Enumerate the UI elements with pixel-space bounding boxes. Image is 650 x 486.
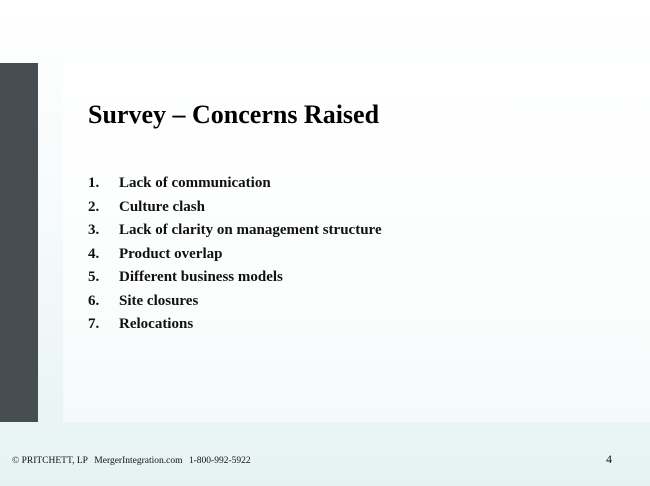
footer-copyright: © PRITCHETT, LP xyxy=(12,456,88,466)
slide-footer xyxy=(12,456,255,466)
list-item-text: Site closures xyxy=(119,292,199,309)
footer-website: MergerIntegration.com xyxy=(94,456,183,466)
list-item-text: Lack of communication xyxy=(119,175,271,191)
list-item xyxy=(88,243,382,267)
list-item-text: Different business models xyxy=(119,269,283,285)
list-item xyxy=(88,196,382,220)
list-item-text: Product overlap xyxy=(119,245,223,262)
list-item-number: 7. xyxy=(88,316,100,332)
concerns-list xyxy=(88,172,382,337)
page-number: 4 xyxy=(606,452,612,466)
list-item-number: 5. xyxy=(88,269,100,285)
list-item xyxy=(88,290,382,314)
footer-phone: 1-800-992-5922 xyxy=(188,456,251,466)
list-item xyxy=(88,172,382,196)
list-item-number: 3. xyxy=(88,222,100,238)
list-item-number: 1. xyxy=(88,175,100,191)
list-item-text: Lack of clarity on management structure xyxy=(119,222,382,238)
list-item xyxy=(88,219,382,243)
side-accent-bar xyxy=(0,63,38,422)
list-item-number: 4. xyxy=(88,245,100,262)
list-item-text: Relocations xyxy=(119,316,194,332)
list-item xyxy=(88,266,382,290)
list-item-text: Culture clash xyxy=(119,198,205,215)
list-item-number: 2. xyxy=(88,198,100,215)
list-item-number: 6. xyxy=(88,292,100,309)
slide-title: Survey – Concerns Raised xyxy=(88,100,380,129)
list-item xyxy=(88,313,382,337)
